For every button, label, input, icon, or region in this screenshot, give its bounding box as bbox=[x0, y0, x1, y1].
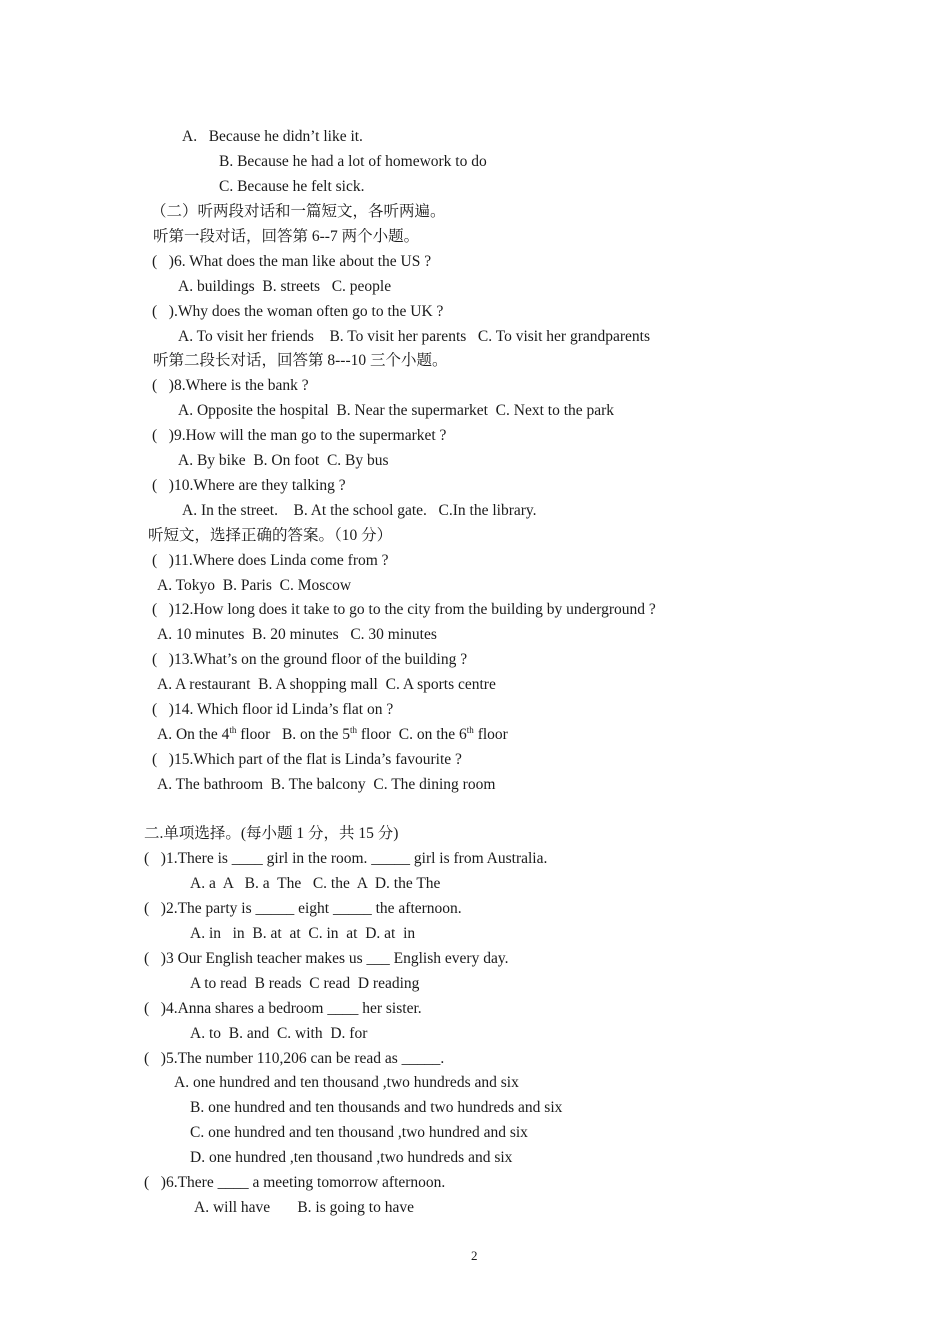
q14-option-a-sup: th bbox=[229, 724, 237, 735]
grammar-question-4: ( )4.Anna shares a bedroom ____ her sister. bbox=[144, 1000, 422, 1017]
grammar-question-5-option-c: C. one hundred and ten thousand ,two hundred and six bbox=[190, 1124, 528, 1141]
page-number: 2 bbox=[471, 1248, 478, 1263]
question-15: ( )15.Which part of the flat is Linda’s favourite ? bbox=[152, 751, 462, 768]
question-6: ( )6. What does the man like about the US ? bbox=[152, 253, 432, 270]
question-15-options: A. The bathroom B. The balcony C. The dining room bbox=[157, 776, 496, 793]
question-11-options: A. Tokyo B. Paris C. Moscow bbox=[157, 577, 352, 594]
grammar-question-3: ( )3 Our English teacher makes us ___ English every day. bbox=[144, 950, 509, 967]
grammar-question-6: ( )6.There ____ a meeting tomorrow afternoon. bbox=[144, 1174, 446, 1191]
dialog1-intro: 听第一段对话，回答第 6--7 两个小题。 bbox=[153, 228, 420, 245]
grammar-question-4-options: A. to B. and C. with D. for bbox=[190, 1025, 368, 1042]
question-12: ( )12.How long does it take to go to the city from the building by underground ? bbox=[152, 601, 656, 618]
grammar-question-6-options: A. will have B. is going to have bbox=[194, 1199, 414, 1216]
q5-option-b: B. Because he had a lot of homework to do bbox=[219, 153, 487, 170]
q14-option-a-text: A. On the 4 bbox=[157, 726, 230, 743]
question-13: ( )13.What’s on the ground floor of the building ? bbox=[152, 651, 468, 668]
q14-option-b-text: floor B. on the 5 bbox=[236, 726, 350, 743]
question-14-options bbox=[157, 725, 508, 745]
grammar-question-5: ( )5.The number 110,206 can be read as _____. bbox=[144, 1050, 445, 1067]
question-8: ( )8.Where is the bank ? bbox=[152, 377, 309, 394]
question-8-options: A. Opposite the hospital B. Near the supermarket C. Next to the park bbox=[178, 402, 615, 419]
question-7-options: A. To visit her friends B. To visit her parents C. To visit her grandparents bbox=[178, 328, 651, 345]
grammar-heading: 二.单项选择。(每小题 1 分，共 15 分) bbox=[144, 825, 399, 842]
grammar-question-1: ( )1.There is ____ girl in the room. _____ girl is from Australia. bbox=[144, 850, 548, 867]
grammar-question-5-option-b: B. one hundred and ten thousands and two hundreds and six bbox=[190, 1099, 563, 1116]
dialog2-intro: 听第二段长对话，回答第 8---10 三个小题。 bbox=[153, 352, 448, 369]
question-14: ( )14. Which floor id Linda’s flat on ? bbox=[152, 701, 394, 718]
q14-option-end: floor bbox=[473, 726, 508, 743]
q5-option-c: C. Because he felt sick. bbox=[219, 178, 365, 195]
question-10: ( )10.Where are they talking ? bbox=[152, 477, 346, 494]
grammar-question-1-options: A. a A B. a The C. the A D. the The bbox=[190, 875, 441, 892]
question-10-options: A. In the street. B. At the school gate. C.In the library. bbox=[182, 502, 537, 519]
q5-option-a: A. Because he didn’t like it. bbox=[182, 128, 363, 145]
part2-intro: （二）听两段对话和一篇短文，各听两遍。 bbox=[151, 203, 446, 220]
question-12-options: A. 10 minutes B. 20 minutes C. 30 minutes bbox=[157, 626, 437, 643]
grammar-question-5-option-d: D. one hundred ,ten thousand ,two hundreds and six bbox=[190, 1149, 513, 1166]
question-13-options: A. A restaurant B. A shopping mall C. A sports centre bbox=[157, 676, 496, 693]
question-7: ( ).Why does the woman often go to the UK ? bbox=[152, 303, 444, 320]
q14-option-c-sup: th bbox=[466, 724, 474, 735]
grammar-question-2: ( )2.The party is _____ eight _____ the afternoon. bbox=[144, 900, 462, 917]
grammar-question-5-option-a: A. one hundred and ten thousand ,two hundreds and six bbox=[174, 1074, 519, 1091]
question-9-options: A. By bike B. On foot C. By bus bbox=[178, 452, 389, 469]
q14-option-c-text: floor C. on the 6 bbox=[357, 726, 467, 743]
q14-option-b-sup: th bbox=[350, 724, 358, 735]
question-6-options: A. buildings B. streets C. people bbox=[178, 278, 392, 295]
grammar-question-2-options: A. in in B. at at C. in at D. at in bbox=[190, 925, 416, 942]
question-11: ( )11.Where does Linda come from ? bbox=[152, 552, 389, 569]
passage-intro: 听短文，选择正确的答案。（10 分） bbox=[148, 527, 393, 544]
grammar-question-3-options: A to read B reads C read D reading bbox=[190, 975, 420, 992]
question-9: ( )9.How will the man go to the supermarket ? bbox=[152, 427, 447, 444]
